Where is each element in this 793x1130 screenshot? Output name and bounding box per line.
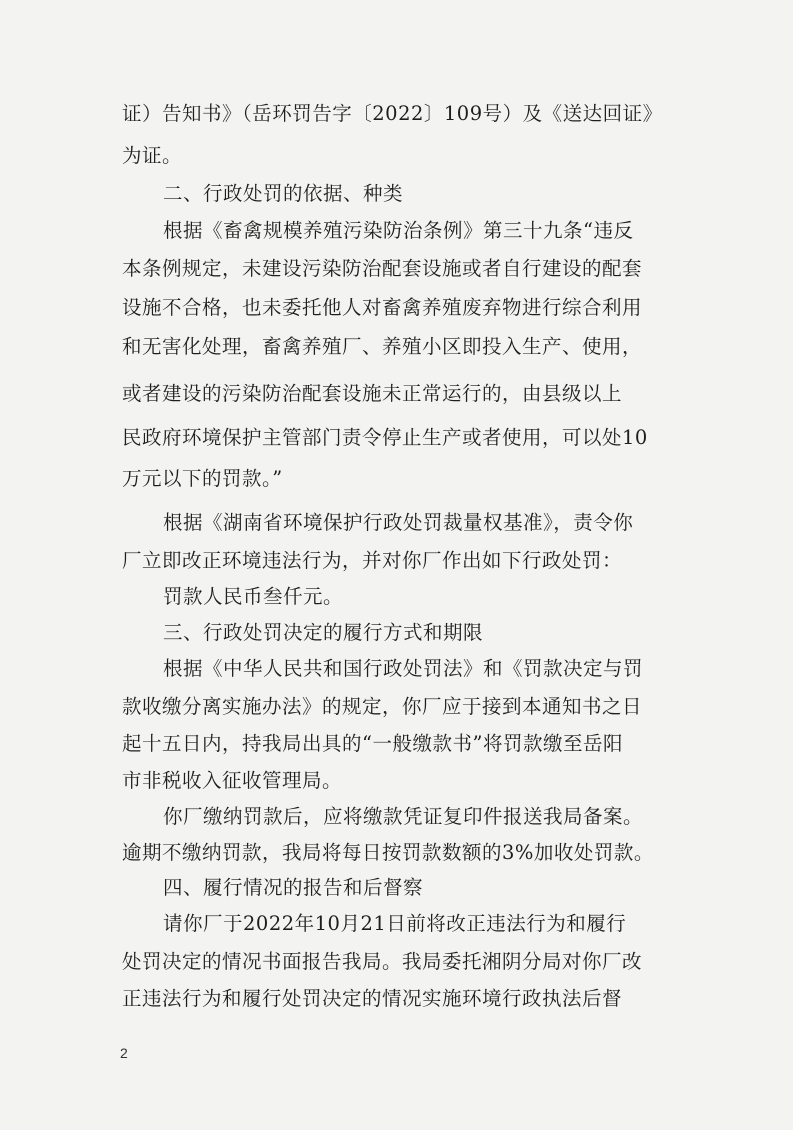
section-heading-4: 四、履行情况的报告和后督察: [163, 876, 424, 899]
text-line: 证）告知书》（岳环罚告字〔2022〕109号）及《送达回证》: [122, 102, 663, 125]
section-heading-2: 二、行政处罚的依据、种类: [163, 182, 404, 205]
penalty-amount: 罚款人民币叁仟元。: [163, 585, 344, 608]
text-line: 根据《湖南省环境保护行政处罚裁量权基准》，责令你: [163, 511, 634, 534]
section-heading-3: 三、行政处罚决定的履行方式和期限: [163, 621, 484, 644]
text-line: 根据《畜禽规模养殖污染防治条例》第三十九条“违反: [163, 219, 634, 242]
page-number: 2: [120, 1045, 128, 1061]
text-line: 民政府环境保护主管部门责令停止生产或者使用，可以处10: [122, 426, 648, 449]
text-line: 款收缴分离实施办法》的规定，你厂应于接到本通知书之日: [122, 695, 643, 718]
text-line: 逾期不缴纳罚款，我局将每日按罚款数额的3%加收处罚款。: [122, 841, 654, 864]
text-line: 根据《中华人民共和国行政处罚法》和《罚款决定与罚: [163, 657, 644, 680]
text-line: 或者建设的污染防治配套设施未正常运行的，由县级以上: [122, 382, 623, 405]
text-line: 请你厂于2022年10月21日前将改正违法行为和履行: [163, 912, 627, 935]
text-line: 和无害化处理，畜禽养殖厂、养殖小区即投入生产、使用，: [122, 335, 643, 358]
text-line: 厂立即改正环境违法行为，并对你厂作出如下行政处罚：: [122, 549, 623, 572]
text-line: 起十五日内，持我局出具的“一般缴款书”将罚款缴至岳阳: [122, 732, 623, 755]
text-line: 万元以下的罚款。”: [122, 467, 283, 490]
text-line: 为证。: [122, 144, 183, 167]
text-line: 正违法行为和履行处罚决定的情况实施环境行政执法后督: [122, 987, 623, 1010]
text-line: 设施不合格，也未委托他人对畜禽养殖废弃物进行综合利用: [122, 296, 643, 319]
text-line: 处罚决定的情况书面报告我局。我局委托湘阴分局对你厂改: [122, 950, 643, 973]
text-line: 市非税收入征收管理局。: [122, 769, 343, 792]
text-line: 你厂缴纳罚款后，应将缴款凭证复印件报送我局备案。: [163, 805, 644, 828]
text-line: 本条例规定，未建设污染防治配套设施或者自行建设的配套: [122, 257, 643, 280]
